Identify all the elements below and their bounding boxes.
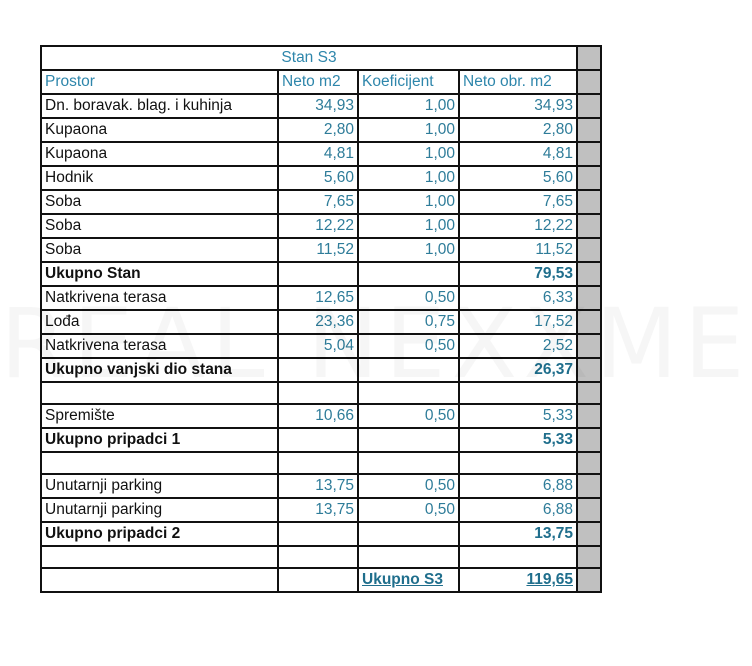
obr-value: 34,93 xyxy=(459,94,577,118)
gray-cell xyxy=(577,142,601,166)
koef-value: 0,50 xyxy=(358,474,459,498)
obr-value: 2,52 xyxy=(459,334,577,358)
empty-cell xyxy=(358,522,459,546)
room-label: Kupaona xyxy=(41,118,278,142)
gray-cell xyxy=(577,522,601,546)
empty-cell xyxy=(358,428,459,452)
empty-cell xyxy=(278,382,358,404)
neto-value: 12,65 xyxy=(278,286,358,310)
empty-cell xyxy=(278,568,358,592)
table-row xyxy=(41,404,601,428)
grand-total-row xyxy=(41,568,601,592)
subtotal-label: Ukupno Stan xyxy=(41,262,278,286)
subtotal-row xyxy=(41,262,601,286)
room-label: Hodnik xyxy=(41,166,278,190)
gray-cell xyxy=(577,238,601,262)
table-row xyxy=(41,498,601,522)
table-title: Stan S3 xyxy=(41,46,577,70)
empty-cell xyxy=(278,262,358,286)
table-row xyxy=(41,238,601,262)
empty-cell xyxy=(358,452,459,474)
gray-cell xyxy=(577,334,601,358)
header-neto: Neto m2 xyxy=(278,70,358,94)
subtotal-label: Ukupno pripadci 2 xyxy=(41,522,278,546)
table-row xyxy=(41,286,601,310)
koef-value: 0,75 xyxy=(358,310,459,334)
table-row xyxy=(41,142,601,166)
table-row xyxy=(41,118,601,142)
table-row xyxy=(41,334,601,358)
gray-cell xyxy=(577,498,601,522)
gray-cell xyxy=(577,94,601,118)
room-label: Unutarnji parking xyxy=(41,498,278,522)
table-row xyxy=(41,94,601,118)
gray-cell xyxy=(577,382,601,404)
table-row xyxy=(41,310,601,334)
grand-total-label: Ukupno S3 xyxy=(358,568,459,592)
empty-cell xyxy=(278,428,358,452)
gray-cell xyxy=(577,70,601,94)
obr-value: 4,81 xyxy=(459,142,577,166)
table-row xyxy=(41,166,601,190)
gray-cell xyxy=(577,286,601,310)
room-label: Kupaona xyxy=(41,142,278,166)
koef-value: 1,00 xyxy=(358,238,459,262)
gray-cell xyxy=(577,166,601,190)
room-label: Soba xyxy=(41,238,278,262)
subtotal-row xyxy=(41,522,601,546)
room-label: Soba xyxy=(41,214,278,238)
room-label: Unutarnji parking xyxy=(41,474,278,498)
gray-cell xyxy=(577,452,601,474)
room-label: Natkrivena terasa xyxy=(41,334,278,358)
title-row xyxy=(41,46,601,70)
obr-value: 5,60 xyxy=(459,166,577,190)
gray-cell xyxy=(577,358,601,382)
empty-cell xyxy=(459,546,577,568)
neto-value: 23,36 xyxy=(278,310,358,334)
koef-value: 1,00 xyxy=(358,190,459,214)
subtotal-value: 5,33 xyxy=(459,428,577,452)
empty-cell xyxy=(459,382,577,404)
empty-cell xyxy=(459,452,577,474)
neto-value: 5,60 xyxy=(278,166,358,190)
empty-cell xyxy=(41,382,278,404)
table-row xyxy=(41,474,601,498)
obr-value: 6,88 xyxy=(459,474,577,498)
header-koeficijent: Koeficijent xyxy=(358,70,459,94)
gray-cell xyxy=(577,474,601,498)
empty-cell xyxy=(278,522,358,546)
subtotal-label: Ukupno vanjski dio stana xyxy=(41,358,278,382)
gray-cell xyxy=(577,310,601,334)
obr-value: 5,33 xyxy=(459,404,577,428)
area-table xyxy=(40,45,602,593)
subtotal-row xyxy=(41,428,601,452)
obr-value: 17,52 xyxy=(459,310,577,334)
subtotal-value: 13,75 xyxy=(459,522,577,546)
gray-cell xyxy=(577,546,601,568)
neto-value: 11,52 xyxy=(278,238,358,262)
neto-value: 12,22 xyxy=(278,214,358,238)
koef-value: 0,50 xyxy=(358,404,459,428)
subtotal-label: Ukupno pripadci 1 xyxy=(41,428,278,452)
empty-cell xyxy=(278,452,358,474)
gray-cell xyxy=(577,118,601,142)
koef-value: 1,00 xyxy=(358,142,459,166)
room-label: Soba xyxy=(41,190,278,214)
subtotal-value: 26,37 xyxy=(459,358,577,382)
neto-value: 13,75 xyxy=(278,498,358,522)
room-label: Lođa xyxy=(41,310,278,334)
neto-value: 10,66 xyxy=(278,404,358,428)
obr-value: 2,80 xyxy=(459,118,577,142)
spacer-row xyxy=(41,382,601,404)
gray-cell xyxy=(577,214,601,238)
obr-value: 11,52 xyxy=(459,238,577,262)
empty-cell xyxy=(358,382,459,404)
header-neto-obr: Neto obr. m2 xyxy=(459,70,577,94)
neto-value: 34,93 xyxy=(278,94,358,118)
empty-cell xyxy=(358,262,459,286)
room-label: Natkrivena terasa xyxy=(41,286,278,310)
neto-value: 13,75 xyxy=(278,474,358,498)
obr-value: 6,88 xyxy=(459,498,577,522)
empty-cell xyxy=(358,546,459,568)
neto-value: 4,81 xyxy=(278,142,358,166)
gray-cell xyxy=(577,568,601,592)
empty-cell xyxy=(41,546,278,568)
table-row xyxy=(41,190,601,214)
spacer-row xyxy=(41,546,601,568)
empty-cell xyxy=(41,452,278,474)
header-prostor: Prostor xyxy=(41,70,278,94)
empty-cell xyxy=(358,358,459,382)
subtotal-row xyxy=(41,358,601,382)
gray-cell xyxy=(577,262,601,286)
koef-value: 1,00 xyxy=(358,118,459,142)
koef-value: 1,00 xyxy=(358,94,459,118)
empty-cell xyxy=(278,358,358,382)
koef-value: 0,50 xyxy=(358,286,459,310)
neto-value: 5,04 xyxy=(278,334,358,358)
neto-value: 2,80 xyxy=(278,118,358,142)
table-row xyxy=(41,214,601,238)
koef-value: 1,00 xyxy=(358,166,459,190)
gray-cell xyxy=(577,404,601,428)
neto-value: 7,65 xyxy=(278,190,358,214)
gray-cell xyxy=(577,46,601,70)
subtotal-value: 79,53 xyxy=(459,262,577,286)
header-row xyxy=(41,70,601,94)
empty-cell xyxy=(278,546,358,568)
room-label: Spremište xyxy=(41,404,278,428)
empty-cell xyxy=(41,568,278,592)
koef-value: 0,50 xyxy=(358,334,459,358)
obr-value: 6,33 xyxy=(459,286,577,310)
koef-value: 1,00 xyxy=(358,214,459,238)
spacer-row xyxy=(41,452,601,474)
gray-cell xyxy=(577,428,601,452)
gray-cell xyxy=(577,190,601,214)
obr-value: 12,22 xyxy=(459,214,577,238)
koef-value: 0,50 xyxy=(358,498,459,522)
obr-value: 7,65 xyxy=(459,190,577,214)
grand-total-value: 119,65 xyxy=(459,568,577,592)
room-label: Dn. boravak. blag. i kuhinja xyxy=(41,94,278,118)
